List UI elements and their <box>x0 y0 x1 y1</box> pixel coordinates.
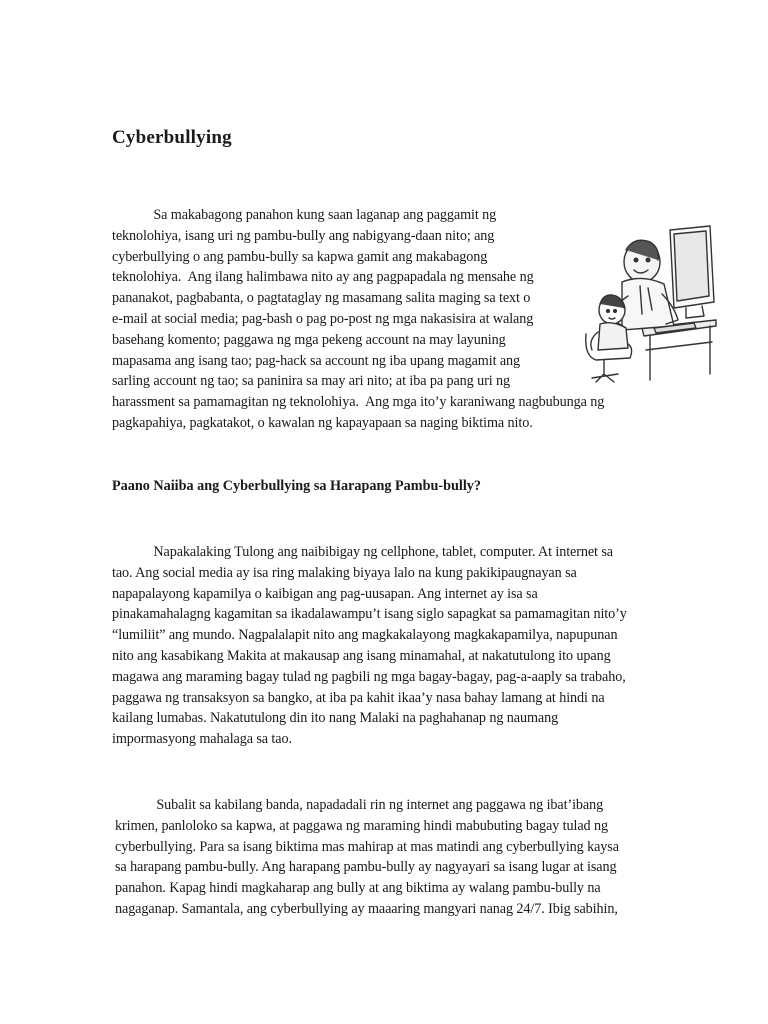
section1-paragraph: Sa makabagong panahon kung saan laganap ang paggamit ng teknolohiya, isang uri ng pambu-bully ang nabigyang-daan nito; ang cyberbullying o ang pambu-bully sa kapwa gamit ang makabagong teknolohiya. Ang ilang halimbawa nito ay ang pagpapadala ng mensahe ng pananakot, pagbabanta, o pagtataglay ng masamang salita maging sa text o e-mail at social media; pag-bash o pag po-post ng mga nakasisira at walang basehang komento; paggawa ng mga pekeng account na may layuning mapasama ang isang tao; pag-hack sa account ng iba upang magamit ang sarling account ng tao; sa paninira sa may ari nito; at iba pa pang uri ng harassment sa pamamagitan ng teknolohiya. Ang mga ito’y karaniwang nagbubunga ng pagkapahiya, pagkatakot, o kawalan ng kapayapaan sa naging biktima nito. <box>112 207 605 431</box>
section3-paragraph: Subalit sa kabilang banda, napadadali rin ng internet ang paggawa ng ibat’ibang krimen, panloloko sa kapwa, at paggawa ng maraming hindi mabubuting bagay tulad ng cyberbullying. Para sa isang biktima mas mahirap at mas matindi ang cyberbullying kaysa sa harapang pambu-bully. Ang harapang pambu-bully ay nagyayari sa isang lugar at isang panahon. Kapag hindi magkaharap ang bully at ang biktima ay walang pambu-bully na nagaganap. Samantala, ang cyberbullying ay maaaring mangyari nanag 24/7. Ibig sabihin, <box>115 797 619 917</box>
section2-heading: Paano Naiiba ang Cyberbullying sa Harapang Pambu-bully? <box>112 478 481 494</box>
bully-at-computer-illustration-icon <box>582 210 718 386</box>
page-title: Cyberbullying <box>112 127 232 148</box>
section2-paragraph: Napakalaking Tulong ang naibibigay ng cellphone, tablet, computer. At internet sa tao. Ang social media ay isa ring malaking biyaya lalo na kung pakikipaugnayan sa napapalayong kapamilya o kaibigan ang pag-uusapan. Ang internet ay isa sa pinakamahalagng kagamitan sa ikadalawampu’t isang siglo sapagkat sa pamamagitan nito’y “lumiliit” ang mundo. Nagpalalapit nito ang magkakalayong magkakapamilya, napupunan nito ang kasabikang Makita at makausap ang isang minamahal, at nakatutulong ito upang magawa ang maraming bagay tulad ng pagbili ng mga bagay-bagay, pag-a-aaply sa trabaho, paggawa ng transaksyon sa bangko, at iba pa kahit ikaa’y nasa bahay lamang at hindi na kailang lumabas. Nakatutulong din ito nang Malaki na paghahanap ng naumang impormasyong mahalaga sa tao. <box>112 544 627 748</box>
